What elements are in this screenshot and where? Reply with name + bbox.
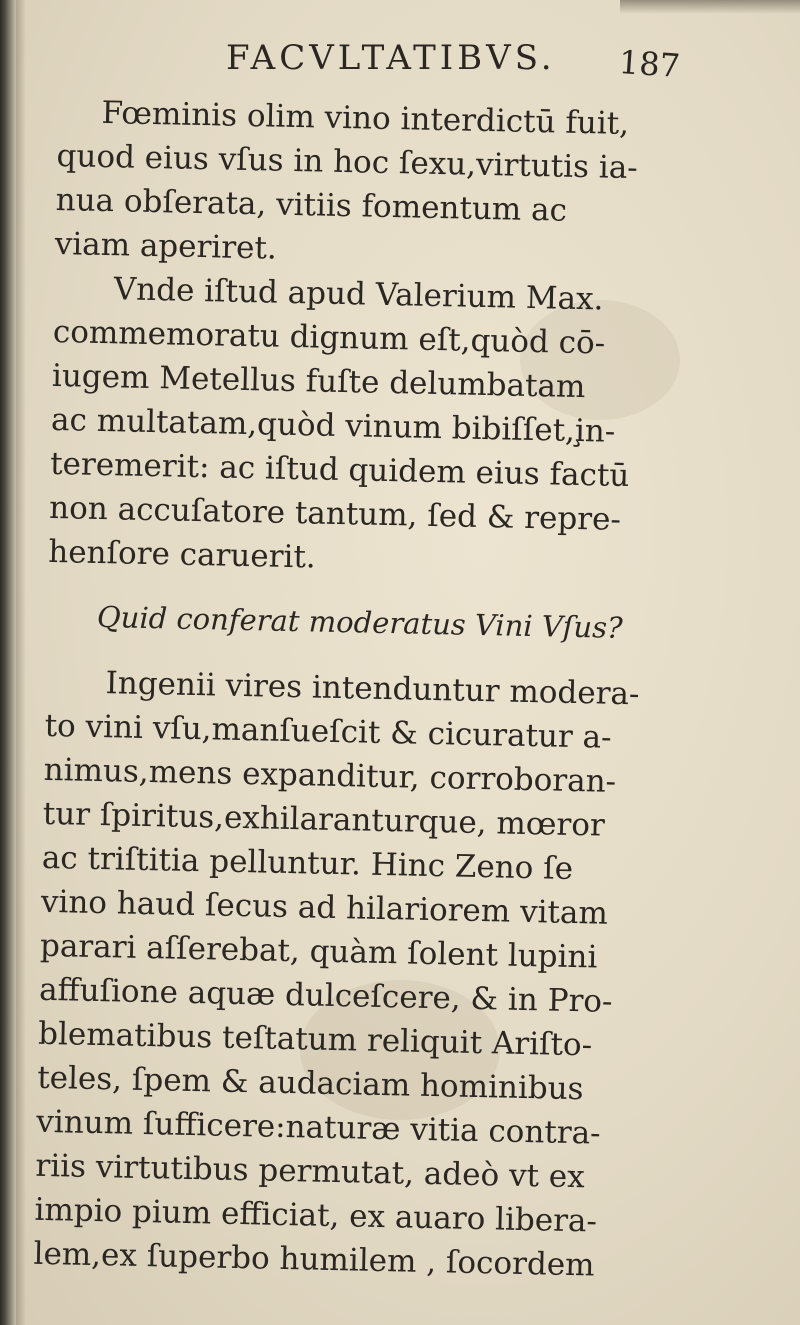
text-line: Vnde iſtud apud Valerium Max.: [113, 271, 604, 318]
text-line: vino haud ſecus ad hilariorem vitam: [40, 883, 609, 932]
text-line: to vini vſu,manſueſcit & cicuratur a-: [44, 707, 612, 756]
text-line: vinum ſufficere:naturæ vitia contra-: [36, 1103, 601, 1152]
paragraph-2: [48, 266, 714, 588]
text-line: ac multatam,quòd vinum bibiſſet,i̧n-: [50, 401, 616, 450]
text-line: teles, ſpem & audaciam hominibus: [36, 1059, 584, 1108]
section-heading: Quid conferat moderatus Vini Vſus?: [96, 599, 623, 645]
text-line: Fœminis olim vino interdictū fuit,: [101, 94, 630, 142]
text-line: Ingenii vires intenduntur modera-: [105, 665, 640, 713]
text-line: lem,ex ſuperbo humilem , ſocordem: [33, 1235, 595, 1284]
text-line: affuſione aquæ dulceſcere, & in Pro-: [38, 971, 613, 1020]
text-line: viam aperiret.: [54, 225, 278, 267]
text-line: impio pium efficiat, ex auaro libera-: [34, 1191, 598, 1240]
text-line: tur ſpiritus,exhilaranturque, mœror: [42, 795, 606, 844]
text-line: commemoratu dignum eſt,quòd cō-: [52, 313, 606, 362]
text-line: ac triſtitia pelluntur. Hinc Zeno ſe: [41, 839, 574, 887]
page-header: [226, 30, 726, 90]
text-line: nua obſerata, vitiis fomentum ac: [55, 181, 568, 229]
text-line: nimus,mens expanditur, corroboran-: [43, 751, 617, 800]
gutter-shadow: [16, 0, 26, 1325]
text-line: parari aſſerebat, quàm ſolent lupini: [39, 927, 598, 976]
text-line: non accuſatore tantum, ſed & repre-: [48, 489, 622, 538]
text-line: riis virtutibus permutat, adeò vt ex: [35, 1147, 586, 1196]
running-head: FACVLTATIBVS.: [226, 38, 556, 78]
text-line: henſore caruerit.: [47, 533, 317, 576]
paragraph-1: [54, 90, 718, 280]
text-block: [33, 90, 718, 1290]
paragraph-3: [33, 660, 706, 1290]
top-edge-shadow: [620, 0, 800, 14]
text-line: iugem Metellus fuſte delumbatam: [51, 357, 586, 406]
text-line: blematibus teſtatum reliquit Ariſto-: [37, 1015, 593, 1064]
text-line: quod eius vſus in hoc ſexu,virtutis ia-: [56, 137, 639, 187]
page-number: 187: [617, 42, 682, 86]
book-gutter: [0, 0, 16, 1325]
text-line: teremerit: ac iſtud quidem eius factū: [49, 445, 630, 495]
